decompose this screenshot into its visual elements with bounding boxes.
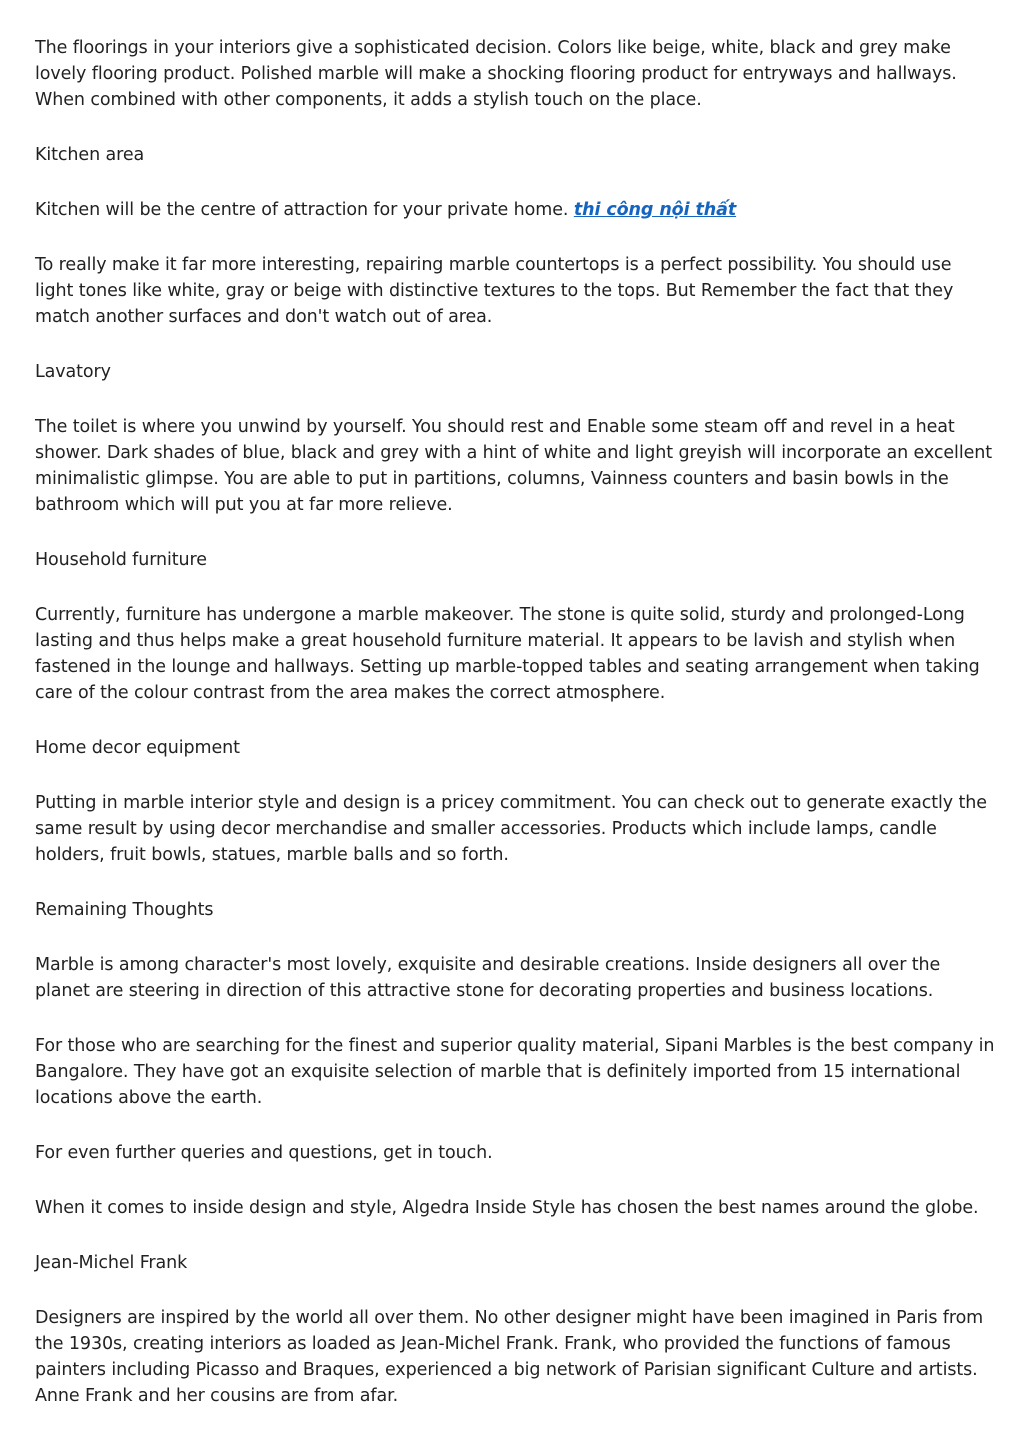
heading-jean-michel-frank: Jean-Michel Frank: [35, 1253, 188, 1273]
interior-construction-link[interactable]: thi công nội thất: [573, 200, 737, 220]
paragraph-toilet: The toilet is where you unwind by yourself. You should rest and Enable some steam off and revel in a heat shower. Dark shades of blue, black and grey with a hint of white and light greyish will incorporate an excellent minimalistic glimpse. You are able to put in partitions, columns, Vainness counters and basin bowls in the bathroom which will put you at far more relieve.: [35, 417, 993, 515]
paragraph-kitchen-intro: [35, 197, 995, 223]
document-body: [35, 35, 995, 1438]
heading-household-furniture: Household furniture: [35, 550, 207, 570]
paragraph-sipani: For those who are searching for the finest and superior quality material, Sipani Marbles is the best company in Bangalore. They have got an exquisite selection of marble that is definitely imported from 15 international locations above the earth.: [35, 1036, 995, 1108]
paragraph-furniture: Currently, furniture has undergone a marble makeover. The stone is quite solid, sturdy and prolonged-Long lasting and thus helps make a great household furniture material. It appears to be lavish and stylish when fastened in the lounge and hallways. Setting up marble-topped tables and seating arrangement when taking care of the colour contrast from the area makes the correct atmosphere.: [35, 605, 980, 703]
paragraph-flooring: The floorings in your interiors give a sophisticated decision. Colors like beige, white, black and grey make lovely flooring product. Polished marble will make a shocking flooring product for entryways and hallways. When combined with other components, it adds a stylish touch on the place.: [35, 38, 957, 110]
paragraph-marble-creations: Marble is among character's most lovely, exquisite and desirable creations. Inside designers all over the planet are steering in direction of this attractive stone for decorating properties and business locations.: [35, 955, 941, 1001]
paragraph-decor: Putting in marble interior style and design is a pricey commitment. You can check out to generate exactly the same result by using decor merchandise and smaller accessories. Products which include lamps, candle holders, fruit bowls, statues, marble balls and so forth.: [35, 793, 987, 865]
paragraph-designers: Designers are inspired by the world all over them. No other designer might have been imagined in Paris from the 1930s, creating interiors as loaded as Jean-Michel Frank. Frank, who provided the functions of famous painters including Picasso and Braques, experienced a big network of Parisian significant Culture and artists. Anne Frank and her cousins are from afar.: [35, 1308, 984, 1406]
heading-remaining-thoughts: Remaining Thoughts: [35, 900, 214, 920]
paragraph-algedra: When it comes to inside design and style, Algedra Inside Style has chosen the best names around the globe.: [35, 1198, 979, 1218]
kitchen-intro-text: Kitchen will be the centre of attraction for your private home.: [35, 200, 569, 220]
paragraph-countertops: To really make it far more interesting, repairing marble countertops is a perfect possibility. You should use light tones like white, gray or beige with distinctive textures to the tops. But Remember the fact that they match another surfaces and don't watch out of area.: [35, 255, 954, 327]
heading-home-decor: Home decor equipment: [35, 738, 240, 758]
paragraph-contact: For even further queries and questions, get in touch.: [35, 1143, 493, 1163]
heading-kitchen-area: Kitchen area: [35, 145, 145, 165]
heading-lavatory: Lavatory: [35, 362, 111, 382]
